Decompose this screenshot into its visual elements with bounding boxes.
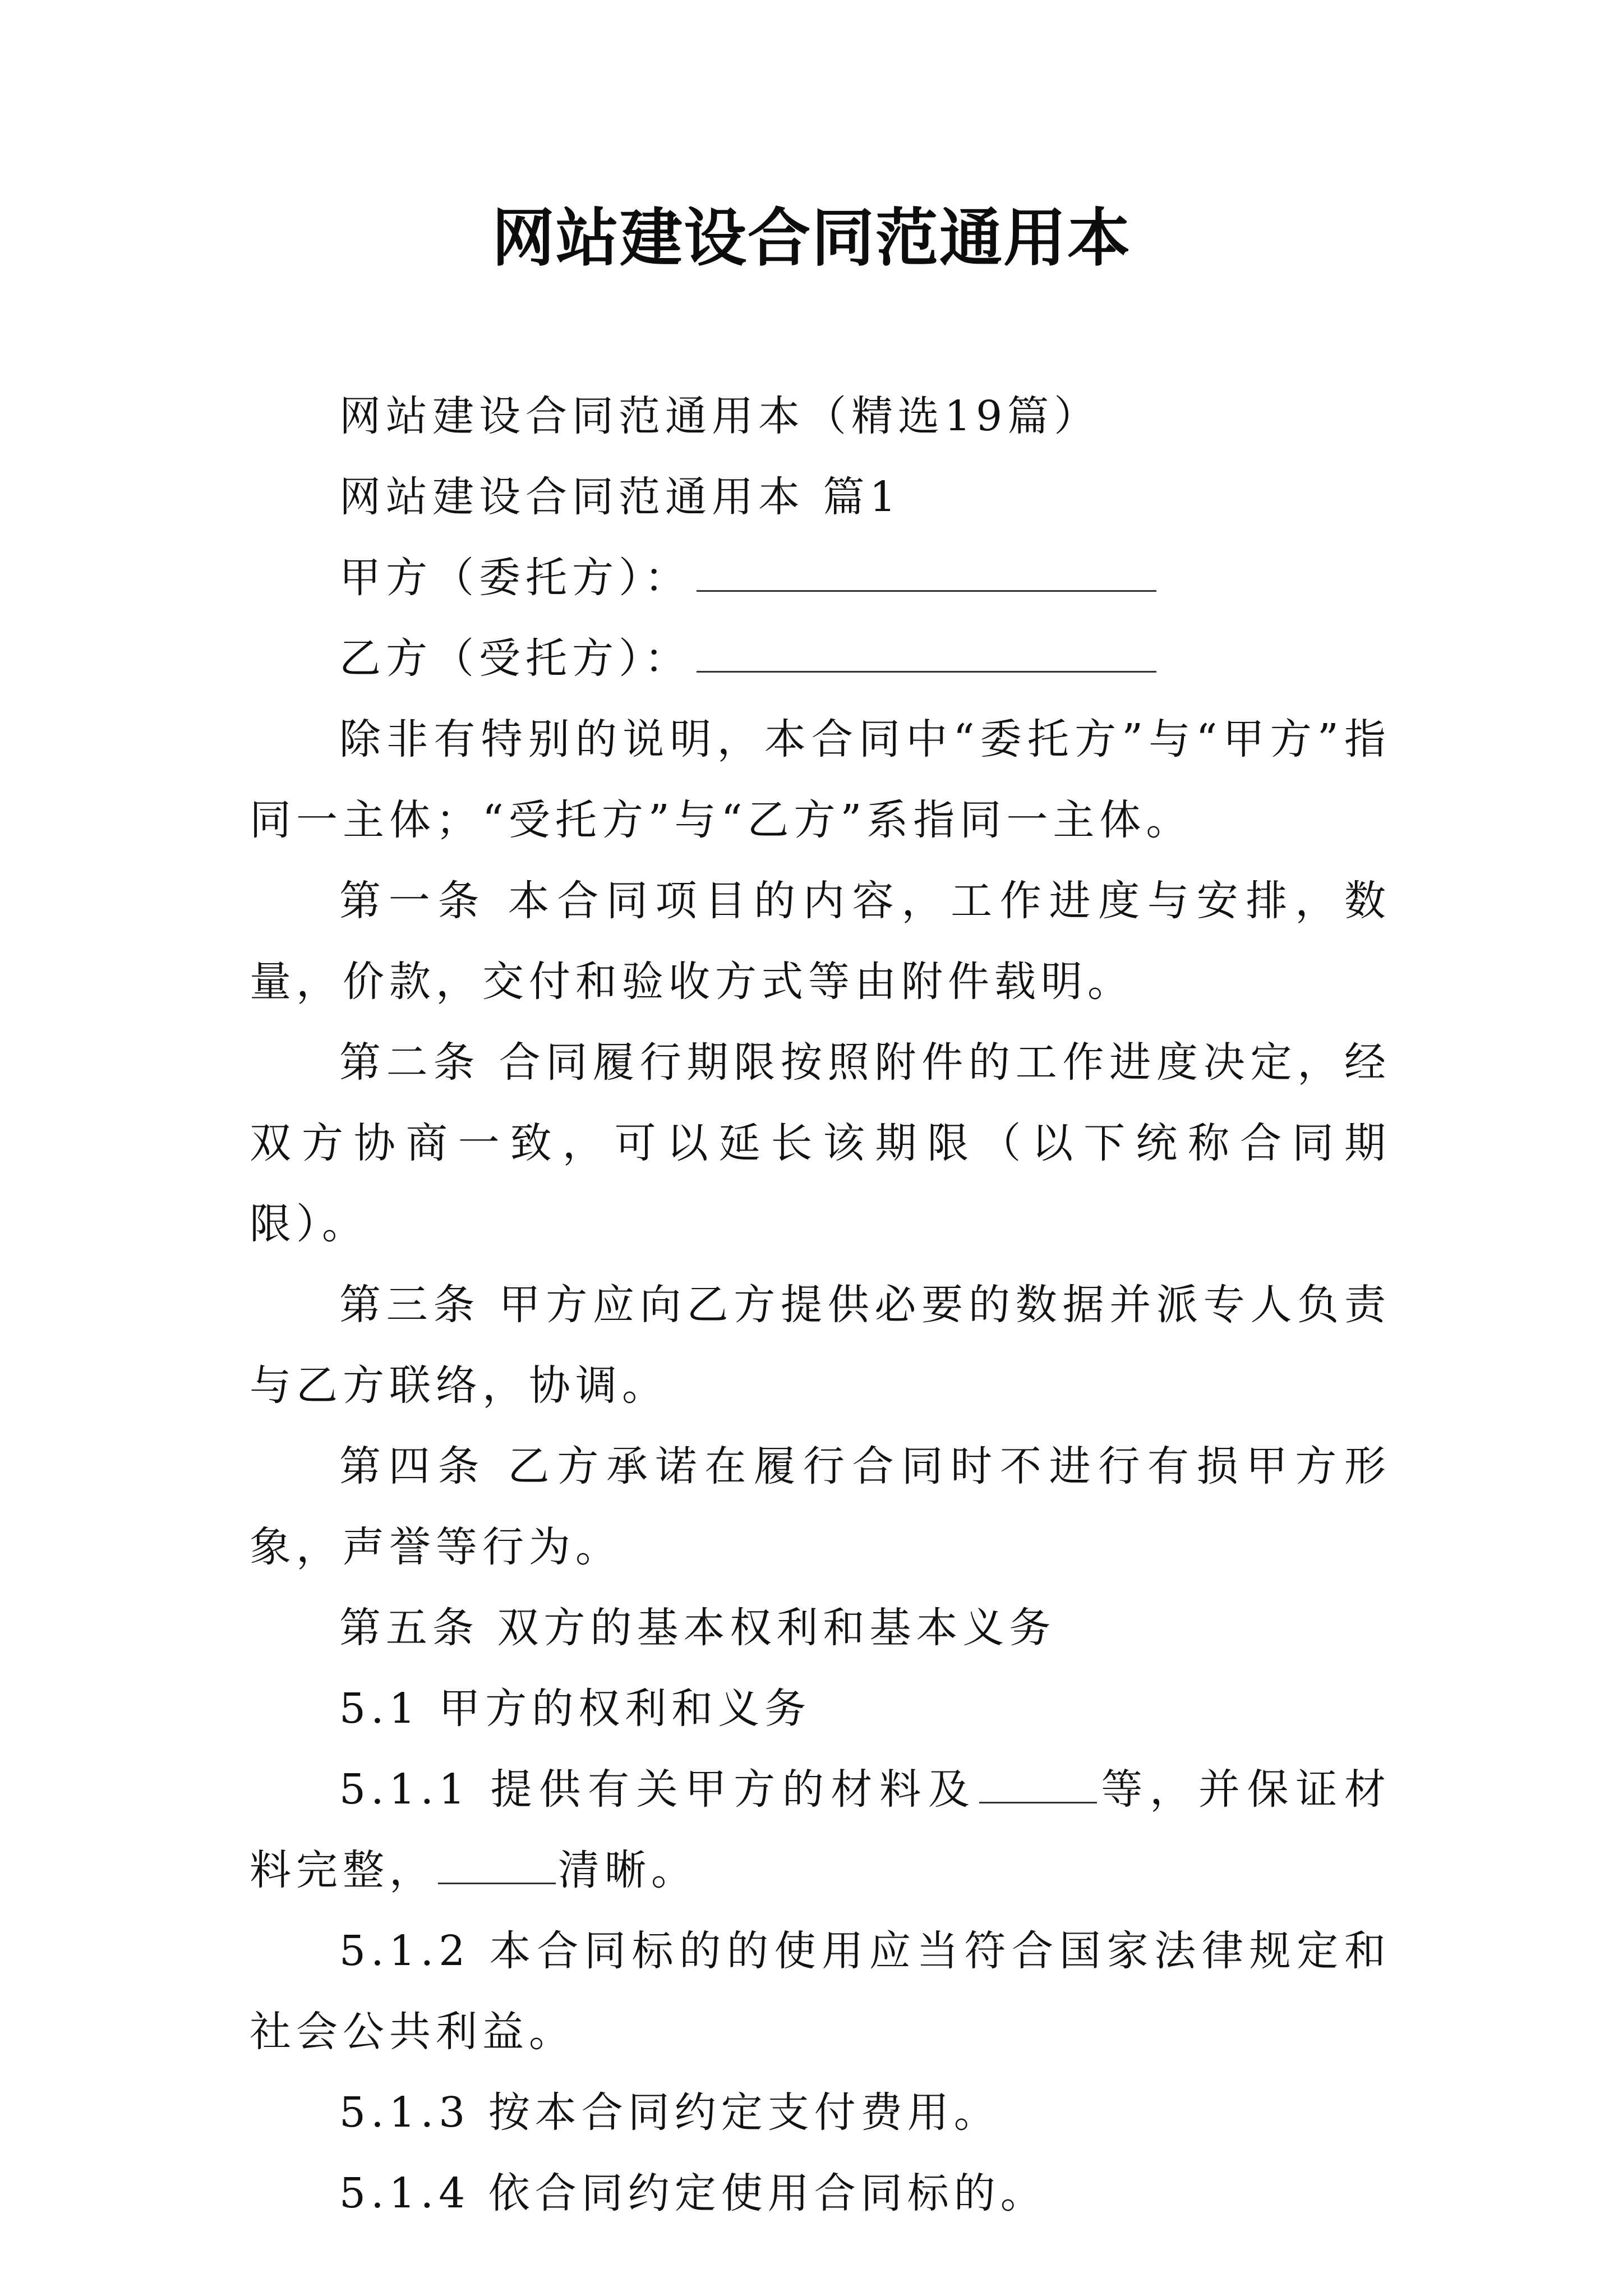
paragraph-article-4: 第四条 乙方承诺在履行合同时不进行有损甲方形象，声誉等行为。 [250,1442,1391,1571]
party-b-label: 乙方（受托方）： [339,634,691,683]
paragraph-definitions: 除非有特别的说明，本合同中“委托方”与“甲方”指同一主体；“受托方”与“乙方”系指同一主体。 [250,715,1391,844]
paragraph-article-5: 第五条 双方的基本权利和基本义务 [339,1604,1056,1652]
clause-5-1-1-blank-2 [438,1849,556,1884]
paragraph-clause-5-1-2: 5.1.2 本合同标的的使用应当符合国家法律规定和社会公共利益。 [250,1927,1391,2056]
document-title: 网站建设合同范通用本 [492,202,1131,275]
paragraph-clause-5-1-3: 5.1.3 按本合同约定支付费用。 [339,2088,1000,2137]
paragraph-article-2: 第二条 合同履行期限按照附件的工作进度决定，经双方协商一致，可以延长该期限（以下统称合同期限）。 [250,1038,1391,1248]
clause-5-1-1-part2: 等，并保证材料完整， [250,1765,1391,1894]
paragraph-clause-5-1: 5.1 甲方的权利和义务 [339,1685,811,1733]
document-body [250,376,1391,2234]
paragraph-subtitle: 网站建设合同范通用本（精选19篇） [339,392,1101,440]
paragraph-clause-5-1-1 [250,1749,1391,1911]
clause-5-1-1-part1: 5.1.1 提供有关甲方的材料及 [339,1765,977,1814]
paragraph-section-heading: 网站建设合同范通用本 篇1 [339,473,901,521]
party-a-label: 甲方（委托方）： [339,554,691,602]
clause-5-1-1-part3: 清晰。 [558,1846,698,1894]
party-b-blank [697,637,1156,673]
paragraph-article-3: 第三条 甲方应向乙方提供必要的数据并派专人负责与乙方联络，协调。 [250,1281,1391,1410]
paragraph-clause-5-1-4: 5.1.4 依合同约定使用合同标的。 [339,2169,1047,2217]
party-a-blank [697,556,1156,592]
party-b-line [250,618,1391,699]
clause-5-1-1-blank-1 [979,1768,1097,1803]
party-a-line [250,537,1391,618]
paragraph-article-1: 第一条 本合同项目的内容，工作进度与安排，数量，价款，交付和验收方式等由附件载明。 [250,877,1391,1006]
